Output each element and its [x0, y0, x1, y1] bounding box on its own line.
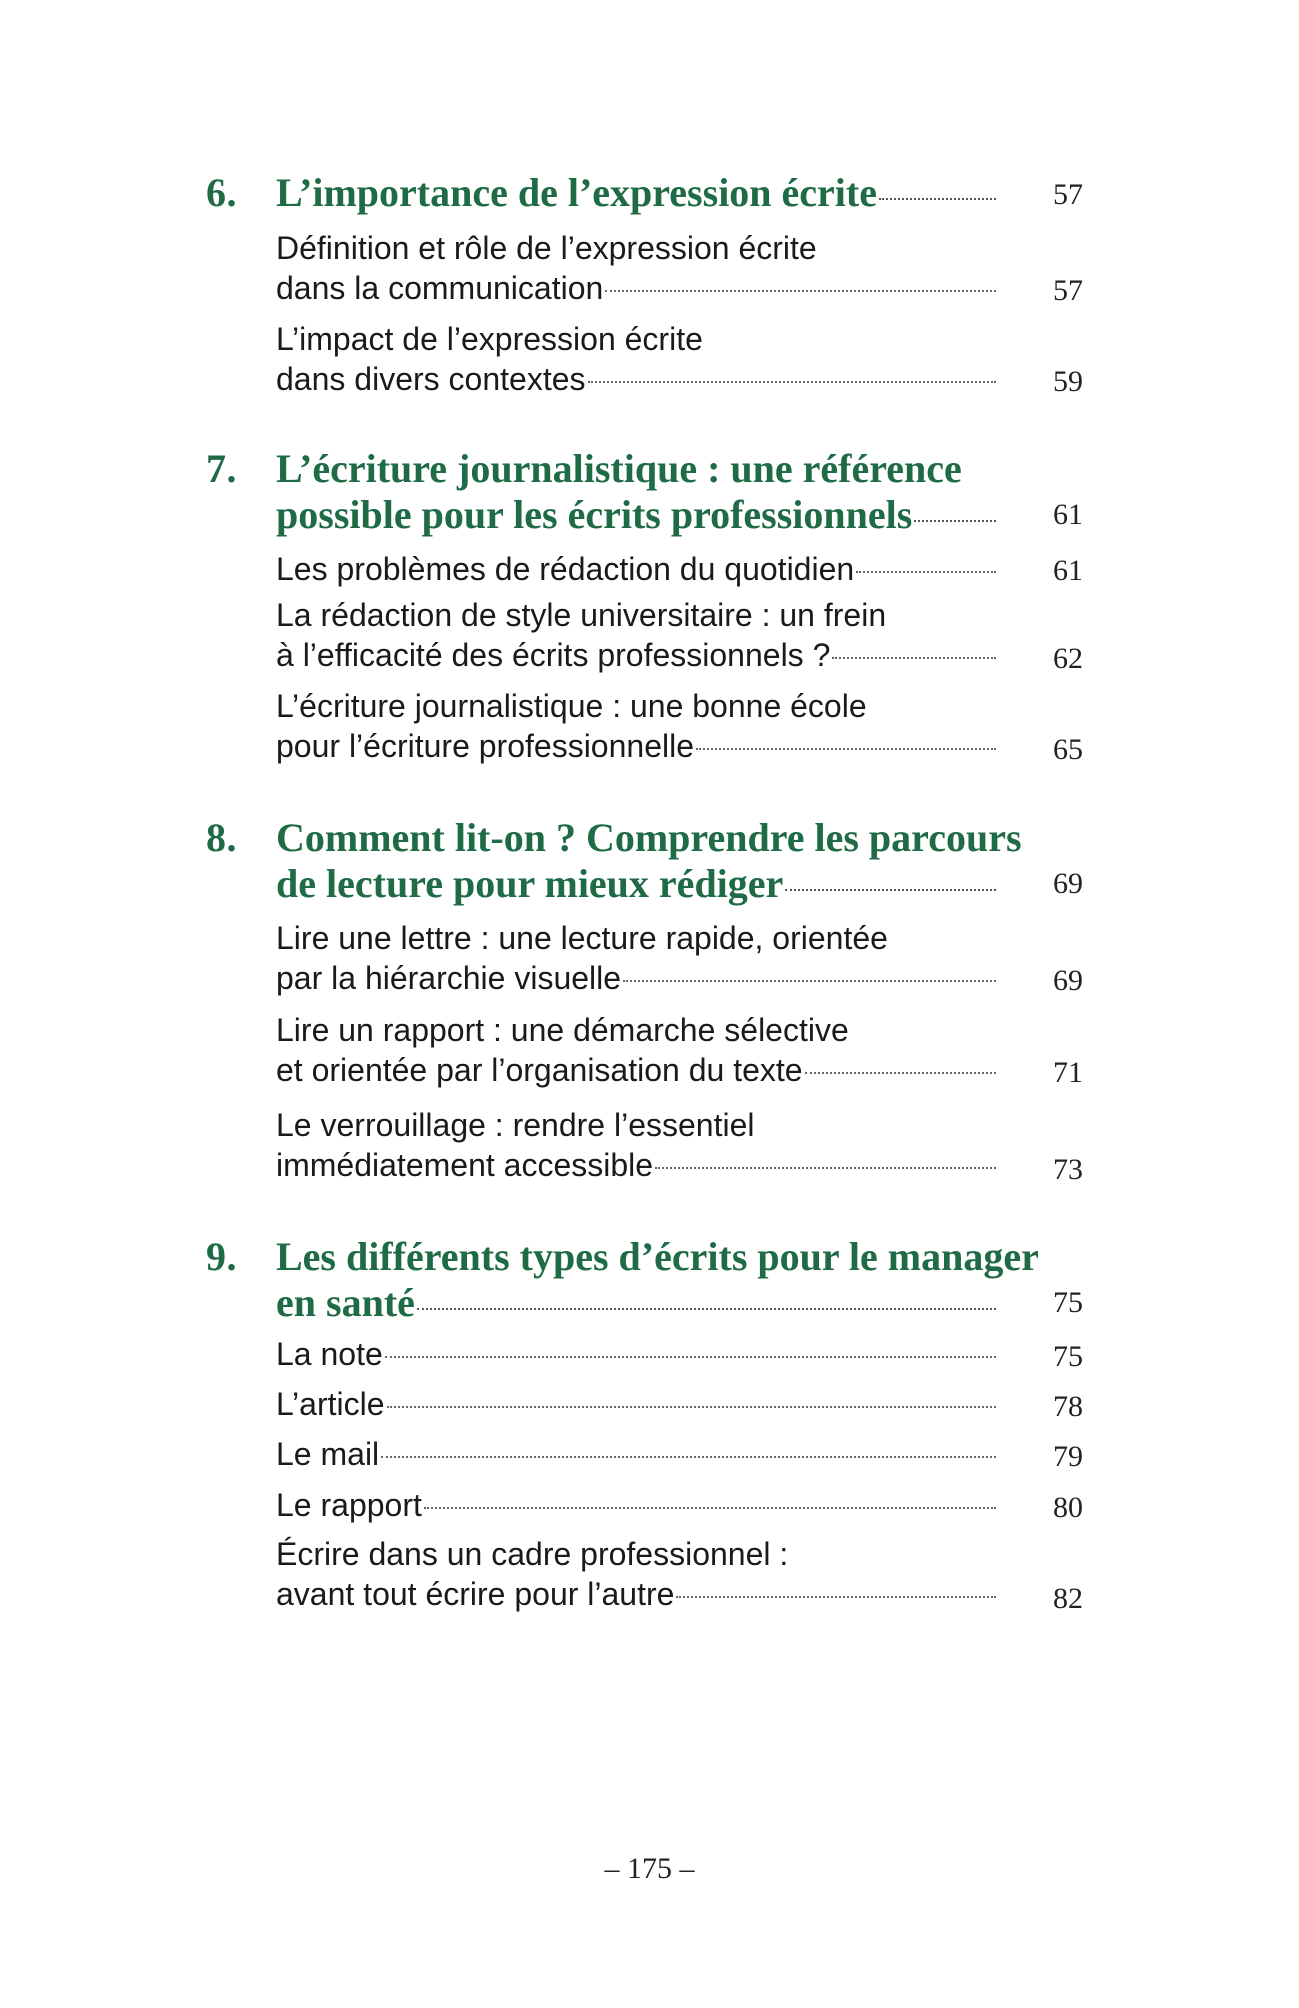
chapter-title-line: en santé: [276, 1280, 415, 1325]
dot-leader: [914, 520, 996, 522]
entry-line: Écrire dans un cadre professionnel :: [276, 1536, 789, 1572]
chapter-number: 8.: [206, 815, 237, 860]
entry-page-number: 78: [1053, 1390, 1083, 1423]
chapter-title-line: L’importance de l’expression écrite: [276, 170, 877, 215]
dot-leader: [805, 1072, 996, 1074]
chapter-title[interactable]: [276, 1234, 1076, 1326]
dot-leader: [676, 1596, 996, 1598]
entry-line: avant tout écrire pour l’autre: [276, 1576, 675, 1612]
chapter-title-line: de lecture pour mieux rédiger: [276, 861, 784, 906]
toc-entry[interactable]: [276, 319, 1076, 399]
entry-line: dans divers contextes: [276, 361, 586, 397]
chapter-page-number: 75: [1053, 1286, 1083, 1319]
dot-leader: [785, 889, 996, 891]
toc-entry[interactable]: [276, 918, 1076, 998]
toc-entry[interactable]: [276, 595, 1076, 675]
dot-leader: [381, 1456, 996, 1458]
entry-page-number: 62: [1053, 642, 1083, 675]
dot-leader: [832, 657, 996, 659]
chapter-page-number: 57: [1053, 178, 1083, 211]
dot-leader: [385, 1356, 996, 1358]
entry-line: L’impact de l’expression écrite: [276, 321, 703, 357]
toc-entry[interactable]: [276, 228, 1076, 308]
entry-page-number: 65: [1053, 733, 1083, 766]
toc-entry[interactable]: [276, 1010, 1076, 1090]
dot-leader: [417, 1308, 996, 1310]
dot-leader: [655, 1167, 996, 1169]
entry-page-number: 82: [1053, 1582, 1083, 1615]
entry-line: L’écriture journalistique : une bonne école: [276, 688, 867, 724]
entry-page-number: 69: [1053, 964, 1083, 997]
dot-leader: [696, 748, 996, 750]
entry-line: pour l’écriture professionnelle: [276, 728, 694, 764]
chapter-title[interactable]: [276, 170, 1076, 216]
entry-page-number: 71: [1053, 1056, 1083, 1089]
entry-page-number: 75: [1053, 1340, 1083, 1373]
toc-entry[interactable]: [276, 1334, 1076, 1374]
dot-leader: [623, 980, 996, 982]
toc-entry[interactable]: [276, 549, 1076, 589]
entry-page-number: 57: [1053, 274, 1083, 307]
entry-page-number: 80: [1053, 1491, 1083, 1524]
dot-leader: [856, 571, 996, 573]
chapter-title[interactable]: [276, 815, 1076, 907]
entry-line: La note: [276, 1336, 383, 1372]
entry-line: Le verrouillage : rendre l’essentiel: [276, 1107, 755, 1143]
entry-line: immédiatement accessible: [276, 1147, 654, 1183]
chapter-number: 6.: [206, 170, 237, 215]
toc-entry[interactable]: [276, 1384, 1076, 1424]
chapter-title-line: Comment lit-on ? Comprendre les parcours: [276, 815, 1022, 860]
chapter-page-number: 69: [1053, 867, 1083, 900]
chapter-title-line: possible pour les écrits professionnels: [276, 492, 913, 537]
dot-leader: [588, 381, 997, 383]
toc-entry[interactable]: [276, 686, 1076, 766]
toc-entry[interactable]: [276, 1434, 1076, 1474]
chapter-title-line: L’écriture journalistique : une référence: [276, 446, 962, 491]
entry-page-number: 61: [1053, 554, 1083, 587]
entry-line: et orientée par l’organisation du texte: [276, 1052, 803, 1088]
entry-line: L’article: [276, 1386, 385, 1422]
entry-line: dans la communication: [276, 270, 604, 306]
entry-line: Définition et rôle de l’expression écrite: [276, 230, 817, 266]
chapter-number: 7.: [206, 446, 237, 491]
entry-line: à l’efficacité des écrits professionnels ?: [276, 637, 831, 673]
dot-leader: [605, 290, 996, 292]
toc-entry[interactable]: [276, 1534, 1076, 1614]
dot-leader: [387, 1406, 997, 1408]
entry-line: par la hiérarchie visuelle: [276, 960, 622, 996]
toc-entry[interactable]: [276, 1485, 1076, 1525]
entry-page-number: 59: [1053, 365, 1083, 398]
entry-page-number: 79: [1053, 1440, 1083, 1473]
entry-line: La rédaction de style universitaire : un frein: [276, 597, 887, 633]
entry-line: Les problèmes de rédaction du quotidien: [276, 551, 855, 587]
chapter-page-number: 61: [1053, 498, 1083, 531]
entry-page-number: 73: [1053, 1153, 1083, 1186]
entry-line: Lire un rapport : une démarche sélective: [276, 1012, 849, 1048]
chapter-number: 9.: [206, 1234, 237, 1279]
chapter-title[interactable]: [276, 446, 1076, 538]
chapter-title-line: Les différents types d’écrits pour le manager: [276, 1234, 1039, 1279]
dot-leader: [424, 1507, 996, 1509]
dot-leader: [879, 198, 996, 200]
entry-line: Le rapport: [276, 1487, 422, 1523]
page-folio: – 175 –: [604, 1852, 695, 1885]
entry-line: Le mail: [276, 1436, 380, 1472]
entry-line: Lire une lettre : une lecture rapide, orientée: [276, 920, 888, 956]
toc-entry[interactable]: [276, 1105, 1076, 1185]
